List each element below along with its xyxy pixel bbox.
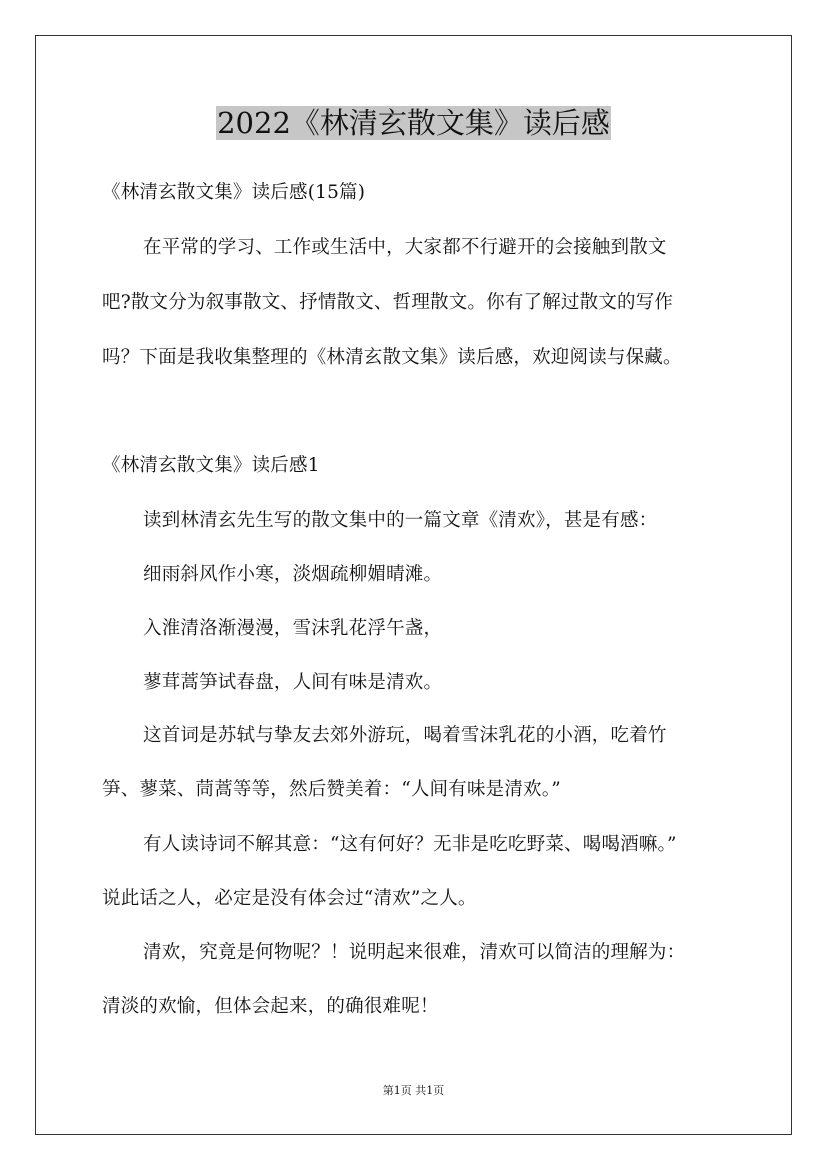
body-line-9: 清欢，究竟是何物呢？！说明起来很难，清欢可以简洁的理解为： [143,942,686,963]
section-heading: 《林清玄散文集》读后感1 [102,455,320,476]
body-line-5: 这首词是苏轼与挚友去郊外游玩，喝着雪沫乳花的小酒，吃着竹 [143,725,667,746]
intro-line-3: 吗？下面是我收集整理的《林清玄散文集》读后感，欢迎阅读与保藏。 [102,347,682,368]
body-line-8: 说此话之人，必定是没有体会过“清欢”之人。 [102,888,477,909]
body-line-10: 清淡的欢愉，但体会起来，的确很难呢！ [102,996,439,1017]
body-line-1: 读到林清玄先生写的散文集中的一篇文章《清欢》，甚是有感： [143,510,658,531]
body-line-2: 细雨斜风作小寒，淡烟疏柳媚晴滩。 [143,564,443,585]
intro-line-2: 吧?散文分为叙事散文、抒情散文、哲理散文。你有了解过散文的写作 [102,292,674,313]
document-title-wrapper [0,104,827,142]
page-footer: 第1页 共1页 [382,1084,445,1097]
body-line-7: 有人读诗词不解其意：“这有何好？无非是吃吃野菜、喝喝酒嘛。” [143,834,677,855]
body-line-6: 笋、蓼菜、茼蒿等等，然后赞美着：“人间有味是清欢。” [102,779,561,800]
document-title: 2022《林清玄散文集》读后感 [217,106,610,140]
body-line-3: 入淮清洛渐漫漫，雪沫乳花浮午盏， [143,618,443,639]
intro-line-1: 在平常的学习、工作或生活中，大家都不行避开的会接触到散文 [143,237,667,258]
body-line-4: 蓼茸蒿笋试春盘，人间有味是清欢。 [143,672,443,693]
document-subtitle: 《林清玄散文集》读后感(15篇) [102,182,366,203]
